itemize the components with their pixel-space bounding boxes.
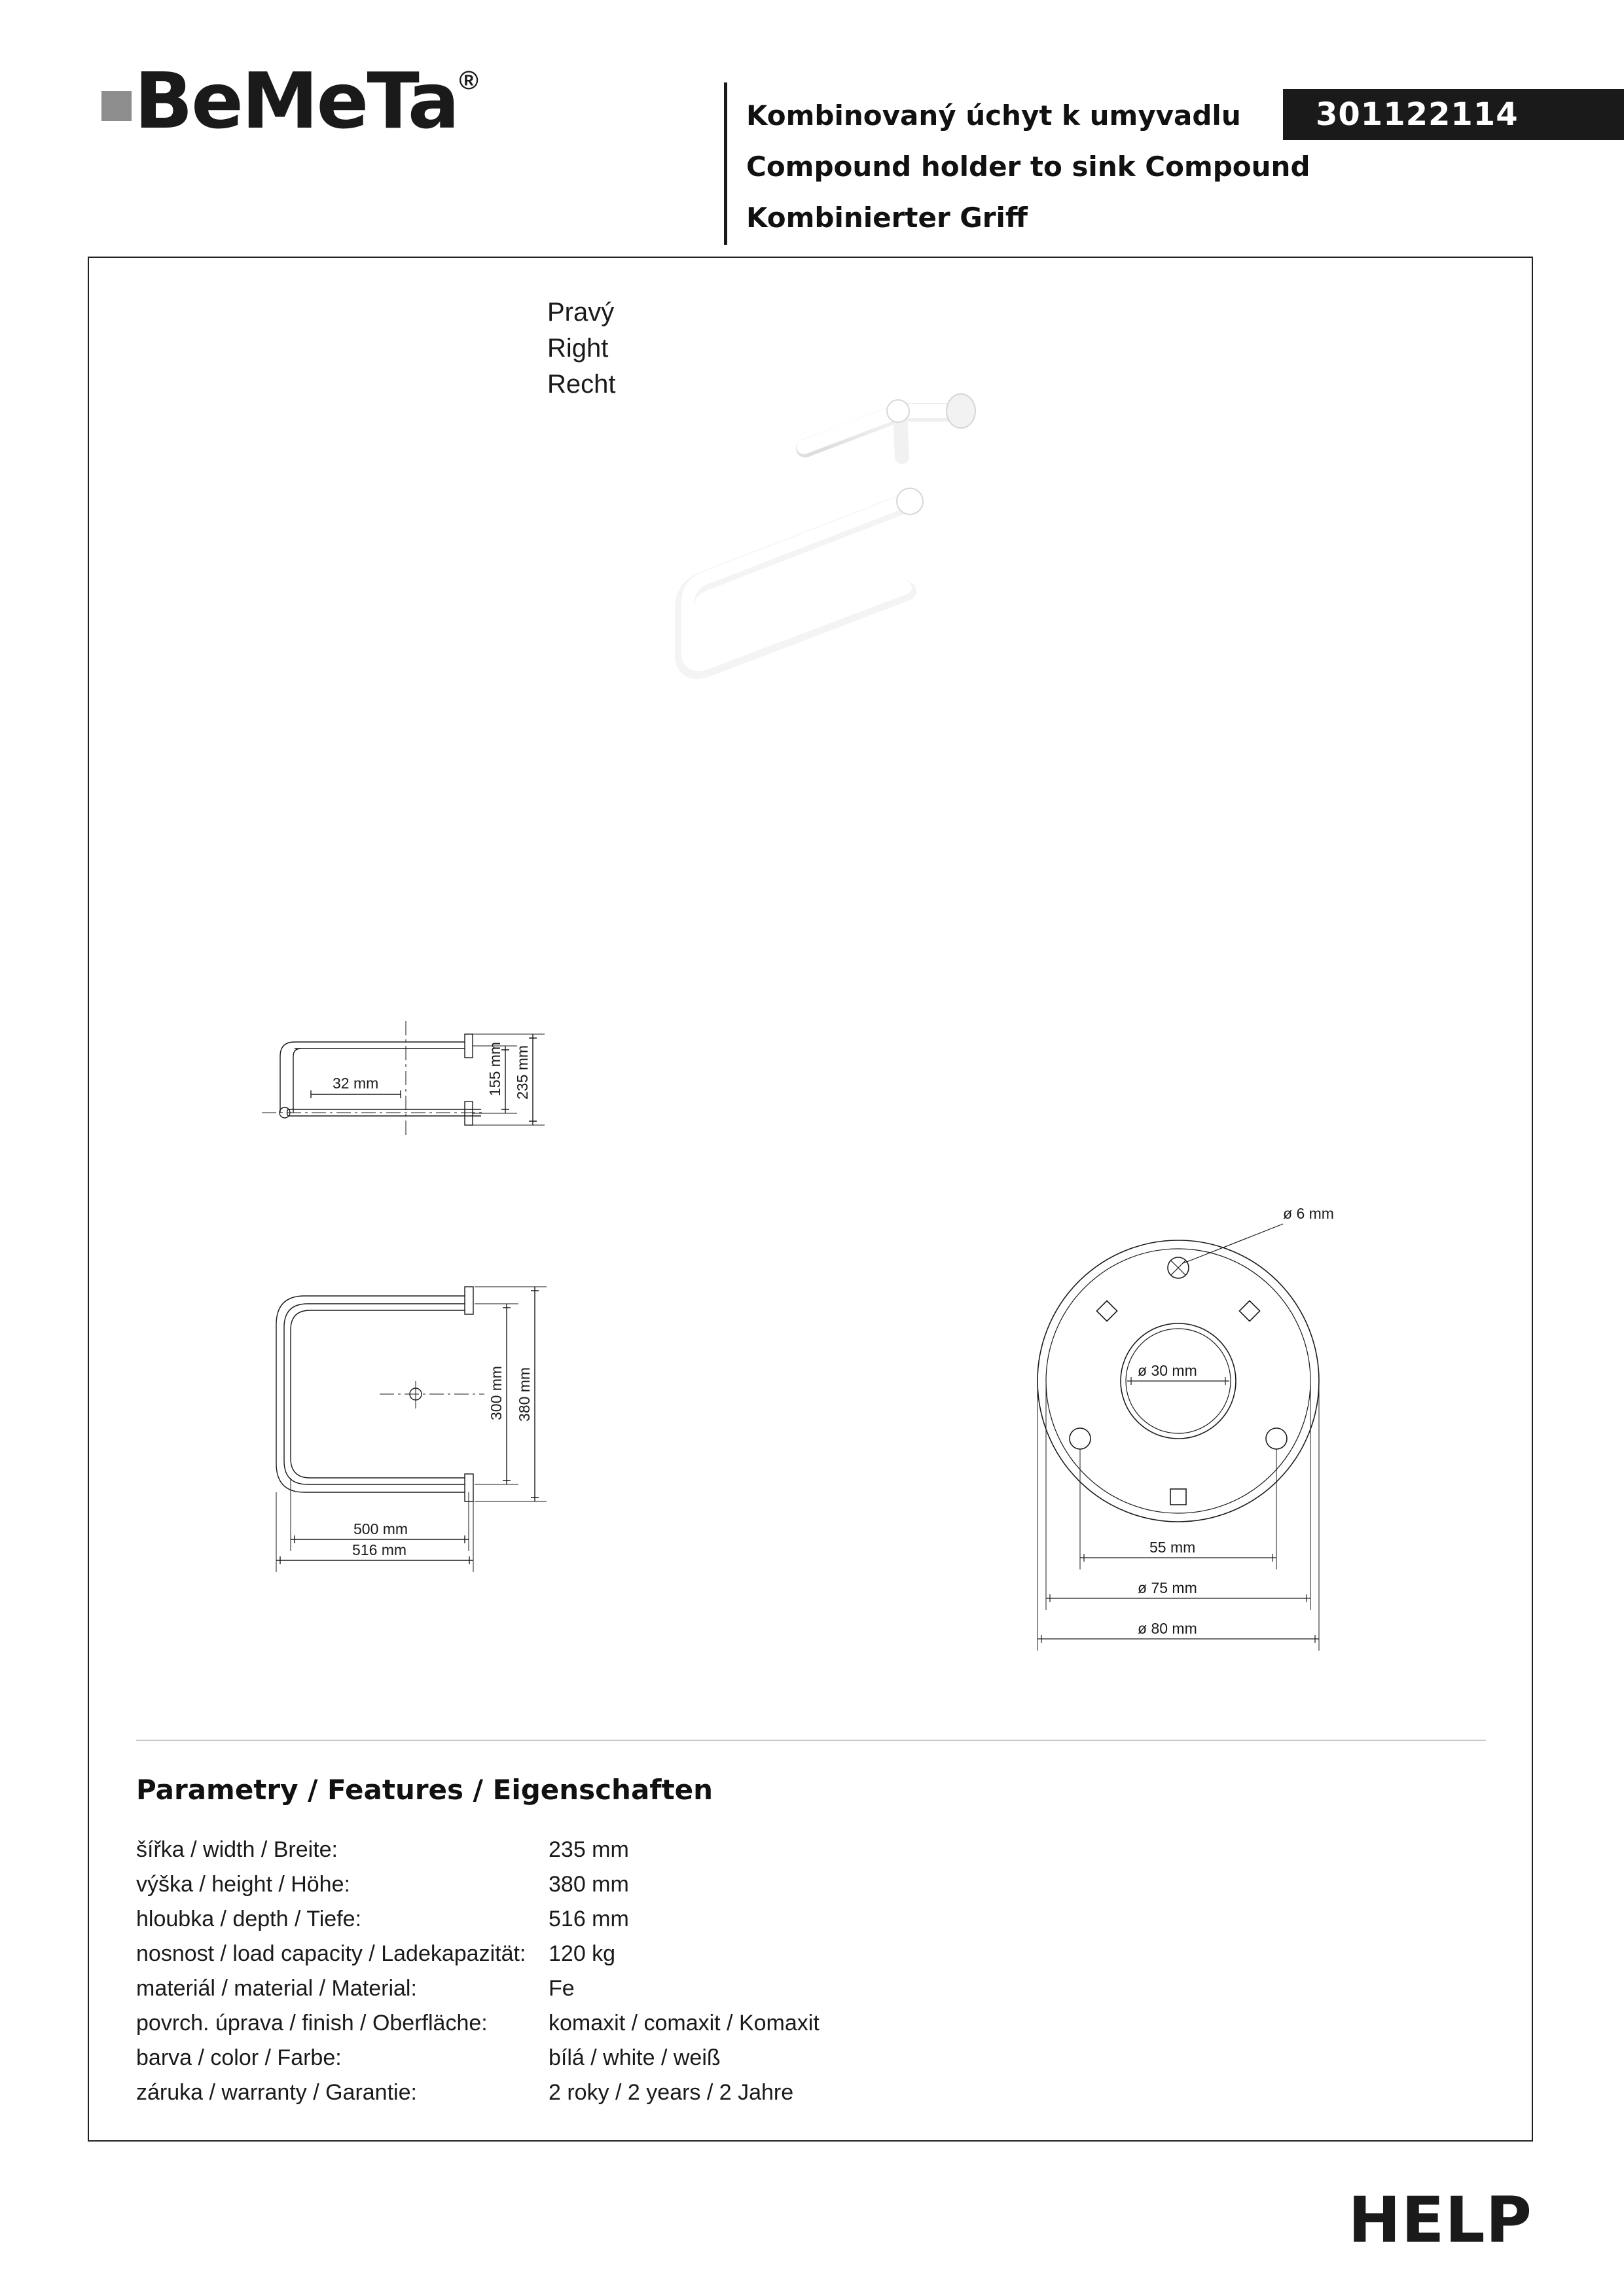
param-label: materiál / material / Material:: [136, 1976, 417, 2001]
param-label: hloubka / depth / Tiefe:: [136, 1907, 362, 1931]
param-value: 2 roky / 2 years / 2 Jahre: [549, 2080, 794, 2105]
technical-drawing-top-view: [249, 995, 1021, 1204]
brand-logo: [101, 56, 477, 146]
table-row: [136, 2041, 820, 2075]
dim-hole-6mm-label: ø 6 mm: [1283, 1205, 1334, 1222]
param-label: nosnost / load capacity / Ladekapazität:: [136, 1941, 526, 1966]
product-title-de: Kombinierter Griff: [746, 202, 1028, 234]
dim-75mm-label: ø 75 mm: [1138, 1579, 1197, 1596]
table-row: [136, 1971, 820, 2006]
table-row: [136, 1867, 820, 1902]
param-value: komaxit / comaxit / Komaxit: [549, 2011, 820, 2036]
dim-inner-30mm-label: ø 30 mm: [1138, 1362, 1197, 1379]
dim-80mm-label: ø 80 mm: [1138, 1620, 1197, 1637]
table-row: [136, 2006, 820, 2041]
dim-516mm-label: 516 mm: [352, 1541, 407, 1558]
param-label: výška / height / Höhe:: [136, 1872, 350, 1897]
dim-300mm-label: 300 mm: [488, 1365, 505, 1420]
section-divider: [136, 1740, 1486, 1741]
param-value: 120 kg: [549, 1941, 616, 1966]
product-illustration: [537, 373, 1126, 857]
product-titles: [746, 90, 1335, 243]
param-label: povrch. úprava / finish / Oberfläche:: [136, 2011, 488, 2036]
product-code-badge: 301122114: [1283, 89, 1624, 140]
technical-drawing-front-view: [249, 1270, 1021, 1636]
logo-wordmark-text: BeMeTa: [134, 56, 458, 146]
orientation-label-cs: Pravý: [547, 298, 615, 327]
page-header: [0, 39, 1624, 236]
param-value: 516 mm: [549, 1907, 629, 1931]
param-value: bílá / white / weiß: [549, 2045, 721, 2070]
param-value: 380 mm: [549, 1872, 629, 1897]
table-row: [136, 1902, 820, 1937]
param-label: záruka / warranty / Garantie:: [136, 2080, 417, 2105]
dim-32mm-label: 32 mm: [333, 1075, 379, 1092]
table-row: [136, 1937, 820, 1971]
logo-wordmark: [134, 56, 477, 146]
orientation-label-de: Recht: [547, 370, 616, 399]
table-row: [136, 2075, 820, 2110]
product-title-en: Compound holder to sink Compound: [746, 151, 1310, 183]
parameters-heading: Parametry / Features / Eigenschaften: [136, 1774, 713, 1806]
product-title-cs: Kombinovaný úchyt k umyvadlu: [746, 99, 1241, 132]
orientation-label-en: Right: [547, 334, 609, 363]
param-label: šířka / width / Breite:: [136, 1837, 338, 1862]
param-value: 235 mm: [549, 1837, 629, 1862]
logo-square-icon: [101, 91, 132, 121]
dim-500mm-label: 500 mm: [353, 1520, 408, 1537]
title-divider: [724, 82, 727, 245]
dim-235mm-label: 235 mm: [514, 1045, 531, 1100]
dim-55mm-label: 55 mm: [1149, 1539, 1196, 1556]
technical-drawing-flange-view: [1021, 1158, 1519, 1689]
registered-mark-icon: ®: [459, 66, 477, 95]
param-label: barva / color / Farbe:: [136, 2045, 342, 2070]
parameters-table: [136, 1833, 820, 2110]
param-value: Fe: [549, 1976, 575, 2001]
table-row: [136, 1833, 820, 1867]
dim-380mm-label: 380 mm: [516, 1367, 533, 1422]
dim-155mm-label: 155 mm: [486, 1041, 503, 1096]
footer-help-label: HELP: [1348, 2183, 1532, 2257]
